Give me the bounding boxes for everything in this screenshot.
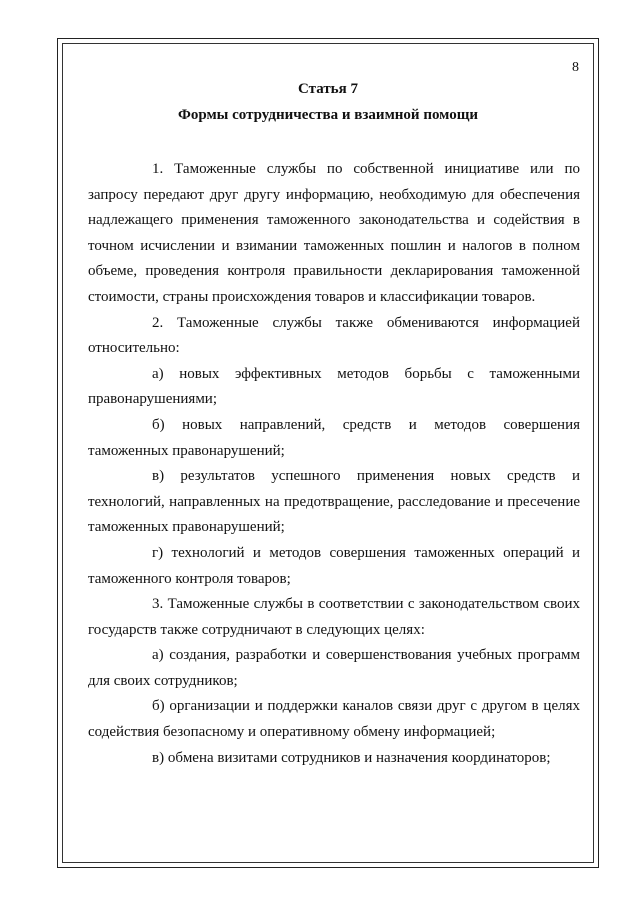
paragraph-3a: а) создания, разработки и совершенствования учебных программ для своих сотрудников; [88, 647, 580, 689]
paragraph-1: 1. Таможенные службы по собственной инициативе или по запросу передают друг другу информацию, необходимую для обеспечения надлежащего применения таможенного законодательства и содействия в точном исчислении и взимании таможенных пошлин и налогов в полном объеме, проведения контроля правильности декларирования таможенной стоимости, страны происхождения товаров и классификации товаров. [88, 161, 580, 305]
paragraph-2: 2. Таможенные службы также обмениваются информацией относительно: [88, 314, 580, 357]
paragraph-2d: г) технологий и методов совершения таможенных операций и таможенного контроля товаров; [88, 544, 580, 587]
paragraph-3c: в) обмена визитами сотрудников и назначения координаторов; [152, 749, 551, 766]
paragraph-3b: б) организации и поддержки каналов связи друг с другом в целях содействия безопасному и оперативному обмену информацией; [88, 698, 580, 741]
article-body [88, 157, 580, 771]
paragraph-2a: а) новых эффективных методов борьбы с таможенными правонарушениями; [88, 365, 580, 408]
paragraph-2b: б) новых направлений, средств и методов совершения таможенных правонарушений; [88, 416, 580, 459]
article-title: Статья 7 [298, 81, 358, 97]
paragraph-3: 3. Таможенные службы в соответствии с законодательством своих государств также сотрудничают в следующих целях: [88, 596, 580, 638]
paragraph-2c: в) результатов успешного применения новых средств и технологий, направленных на предотвращение, расследование и пресечение таможенных правонарушений; [88, 468, 580, 536]
page-number: 8 [572, 60, 579, 75]
article-subtitle: Формы сотрудничества и взаимной помощи [177, 107, 479, 123]
